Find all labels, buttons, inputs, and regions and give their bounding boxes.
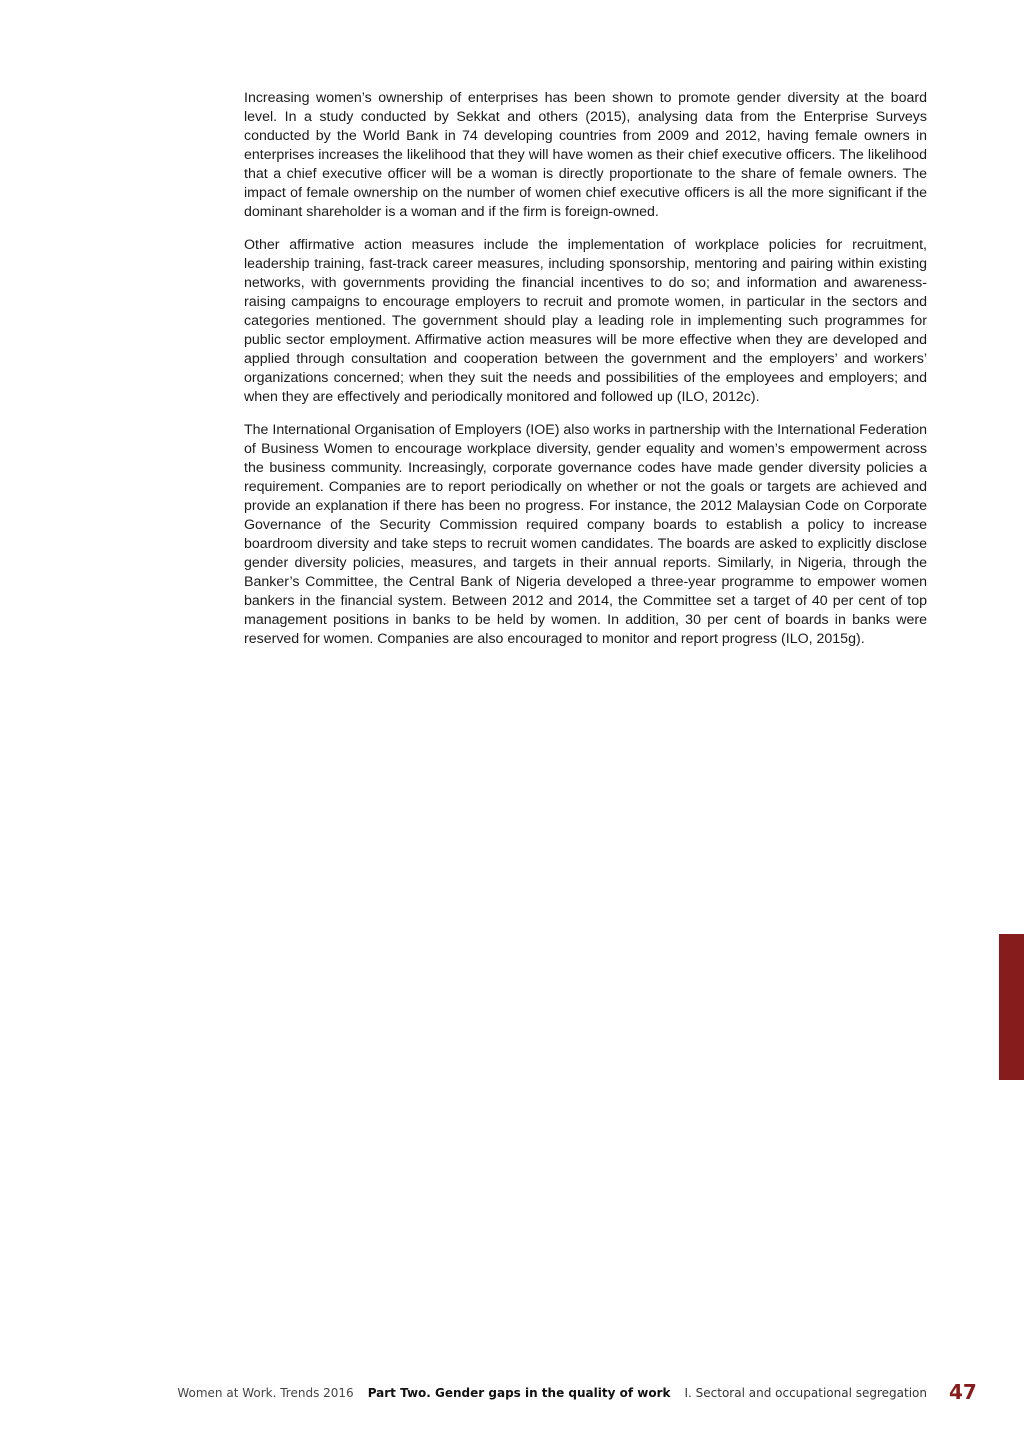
paragraph-2: Other affirmative action measures include the implementation of workplace policies for recruitment, leadership training, fast-track career measures, including sponsorship, mentoring and pairing within existing networks, with governments providing the financial incentives to do so; and information and awareness-raising campaigns to encourage employers to recruit and promote women, in particular in the sectors and categories mentioned. The government should play a leading role in implementing such programmes for public sector employment. Affirmative action measures will be more effective when they are developed and applied through consultation and cooperation between the government and the employers’ and workers’ organizations concerned; when they suit the needs and possibilities of the employees and employers; and when they are effectively and periodically monitored and followed up (ILO, 2012c). [244, 237, 927, 405]
page-number: 47 [949, 1380, 977, 1404]
page-footer [177, 1386, 927, 1406]
main-text [244, 89, 927, 663]
paragraph-3: The International Organisation of Employers (IOE) also works in partnership with the International Federation of Business Women to encourage workplace diversity, gender equality and women’s empowerment across the business community. Increasingly, corporate governance codes have made gender diversity policies a requirement. Companies are to report periodically on whether or not the goals or targets are achieved and provide an explanation if there has been no progress. For instance, the 2012 Malaysian Code on Corporate Governance of the Security Commission required company boards to establish a policy to increase boardroom diversity and take steps to recruit women candidates. The boards are asked to explicitly disclose gender diversity policies, measures, and targets in their annual reports. Similarly, in Nigeria, through the Banker’s Committee, the Central Bank of Nigeria developed a three-year programme to empower women bankers in the financial system. Between 2012 and 2014, the Committee set a target of 40 per cent of top management positions in banks to be held by women. In addition, 30 per cent of boards in banks were reserved for women. Companies are also encouraged to monitor and report progress (ILO, 2015g). [244, 422, 927, 647]
footer-chapter-title: I. Sectoral and occupational segregation [684, 1386, 927, 1400]
footer-publication-title: Women at Work. Trends 2016 [177, 1386, 354, 1400]
chapter-side-tab [999, 934, 1024, 1080]
footer-part-title: Part Two. Gender gaps in the quality of work [367, 1386, 671, 1400]
paragraph-1: Increasing women’s ownership of enterprises has been shown to promote gender diversity at the board level. In a study conducted by Sekkat and others (2015), analysing data from the Enterprise Surveys conducted by the World Bank in 74 developing countries from 2009 and 2012, having female owners in enterprises increases the likelihood that they will have women as their chief executive officers. The likelihood that a chief executive officer will be a woman is directly proportionate to the share of female owners. The impact of female ownership on the number of women chief executive officers is all the more significant if the dominant shareholder is a woman and if the firm is foreign-owned. [244, 90, 927, 220]
